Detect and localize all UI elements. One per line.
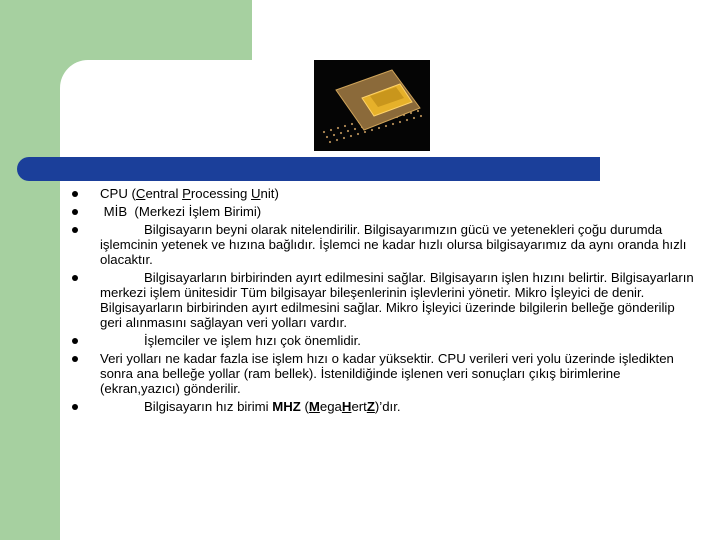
title-bar [17,157,600,181]
bullet-item: Veri yolları ne kadar fazla ise işlem hızı o kadar yüksektir. CPU verileri veri yolu üzerinde işledikten sonra ana belleğe yollar (ram bellek). İstenildiğinde işlenen veri sonuçları çıkış birimlerine (ekran,yazıcı) gönderilir. [60,351,700,396]
bullet-dot [72,404,78,410]
decorative-green-band-top [0,0,252,60]
bullet-item: Bilgisayarların birbirinden ayırt edilmesini sağlar. Bilgisayarın işlen hızını belirtir. Bilgisayarların merkezi işlem ünitesidir Tüm bilgisayar bileşenlerinin işlevlerini yönetir. Mikro İşleyici de denir. Bilgisayarların birbirinden ayırt edilmesini sağlar. Mikro İşleyici üzerinde bilgilerin belleğe gönderilip geri alınmasını sağlayan veri yolları vardır. [60,270,700,330]
bullet-dot [72,356,78,362]
decorative-corner-curve [60,60,120,120]
bullet-dot [72,275,78,281]
bullet-list [60,186,700,417]
bullet-dot [72,227,78,233]
bullet-item: Bilgisayarın hız birimi MHZ (MegaHertZ)’dır. [60,399,700,414]
bullet-dot [72,209,78,215]
bullet-item: CPU (Central Processing Unit) [60,186,700,201]
bullet-item: MİB (Merkezi İşlem Birimi) [60,204,700,219]
cpu-chip-image [314,60,430,151]
bullet-item: Bilgisayarın beyni olarak nitelendirilir. Bilgisayarımızın gücü ve yetenekleri çoğu durumda işlemcinin yetenek ve hızına bağlıdır. İşlemci ne kadar hızlı olursa bilgisayarımız da aynı oranda hızlı olacaktır. [60,222,700,267]
bullet-dot [72,191,78,197]
bullet-dot [72,338,78,344]
bullet-item: İşlemciler ve işlem hızı çok önemlidir. [60,333,700,348]
decorative-green-band-left [0,60,60,540]
